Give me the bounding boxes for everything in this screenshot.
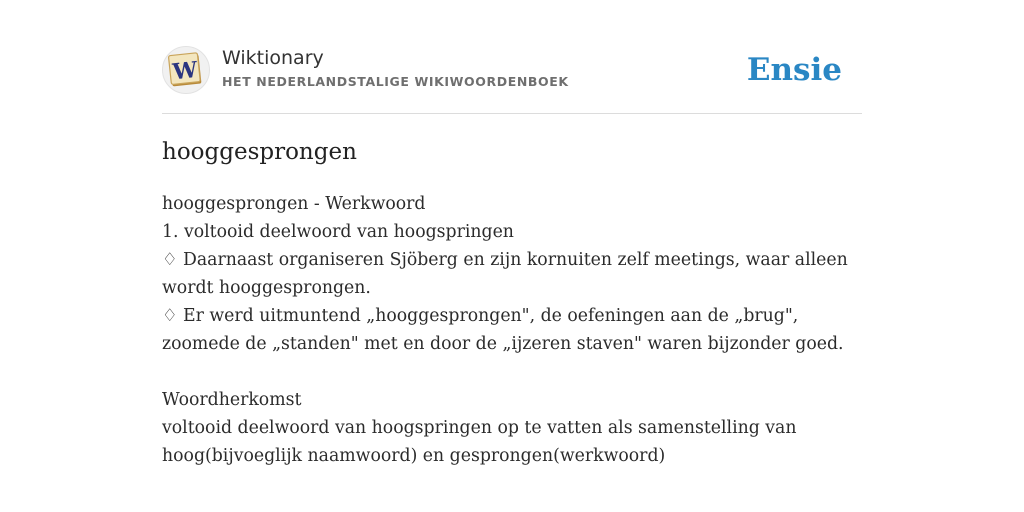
etymology-text: voltooid deelwoord van hoogspringen op te vatten als samenstelling van hoog(bijvoeglijk naamwoord) en gesprongen(werkwoord): [162, 418, 797, 466]
wiktionary-logo-icon[interactable]: [162, 46, 210, 94]
page-title: hooggesprongen: [162, 139, 357, 165]
site-subtitle: HET NEDERLANDSTALIGE WIKIWOORDENBOEK: [222, 74, 569, 89]
site-header: [162, 46, 862, 96]
example-2: ♢ Er werd uitmuntend „hooggesprongen", de oefeningen aan de „brug", zoomede de „standen" met en door de „ijzeren staven" waren bijzonder goed.: [162, 306, 844, 354]
content-card: [162, 0, 862, 512]
ensie-logo[interactable]: Ensie: [746, 52, 842, 88]
spacer: [162, 358, 862, 386]
example-1: ♢ Daarnaast organiseren Sjöberg en zijn kornuiten zelf meetings, waar alleen wordt hooggesprongen.: [162, 250, 848, 298]
part-of-speech-line: hooggesprongen - Werkwoord: [162, 194, 426, 214]
sense-1: 1. voltooid deelwoord van hoogspringen: [162, 222, 514, 242]
site-title[interactable]: Wiktionary: [222, 47, 324, 69]
logo-letter: W: [171, 56, 199, 86]
header-divider: [162, 113, 862, 114]
etymology-heading: Woordherkomst: [162, 390, 302, 410]
definition-body: [162, 190, 862, 470]
